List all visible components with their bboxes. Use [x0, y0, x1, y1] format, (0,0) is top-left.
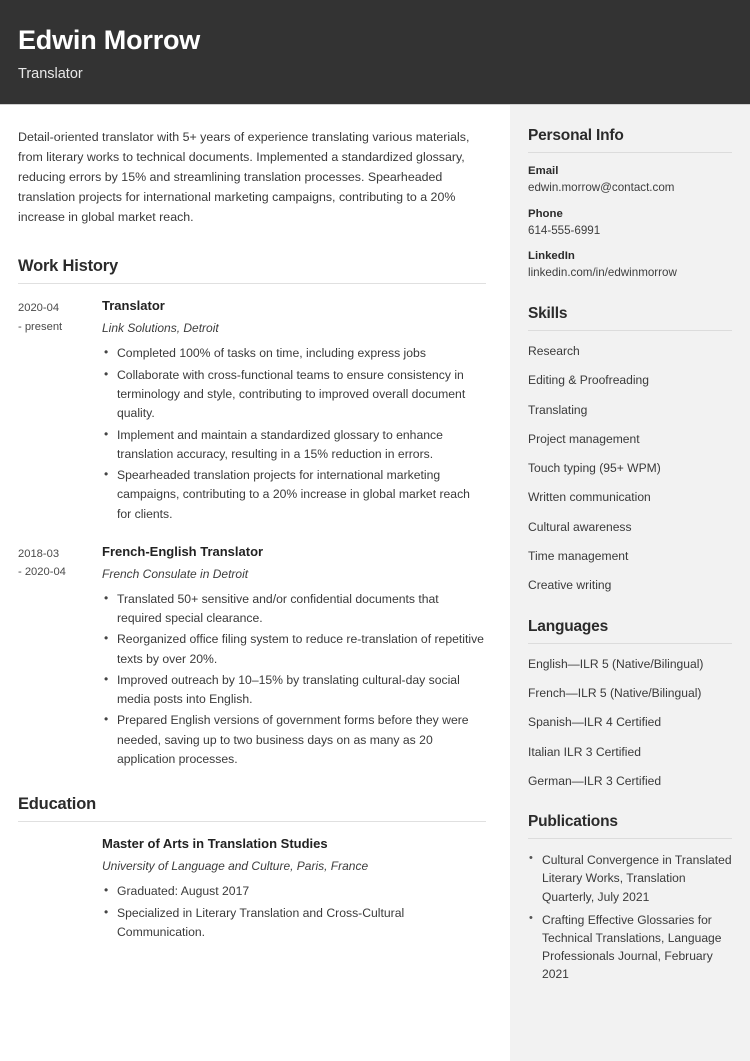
bullet-item: • Graduated: August 2017	[102, 882, 486, 901]
bullet-item: • Reorganized office filing system to reduce re-translation of repetitive texts by over 20%.	[102, 630, 486, 669]
language-item: Italian ILR 3 Certified	[528, 744, 641, 759]
bullet-item: • Translated 50+ sensitive and/or confidential documents that required special clearance.	[102, 590, 486, 629]
personal-info-item-email	[528, 165, 732, 196]
work-entry-body	[102, 544, 486, 771]
work-entry-bullets	[102, 344, 486, 523]
skill-item: Written communication	[528, 490, 651, 505]
work-entry-organization: Link Solutions, Detroit	[102, 321, 219, 336]
work-entry-dates	[18, 298, 102, 525]
candidate-name: Edwin Morrow	[18, 25, 201, 55]
education-entry	[18, 836, 486, 942]
skill-item: Cultural awareness	[528, 519, 632, 534]
main-column	[0, 105, 510, 1061]
work-entry-role: French-English Translator	[102, 543, 264, 559]
work-entry-date-end: - present	[18, 320, 63, 333]
language-item: Spanish—ILR 4 Certified	[528, 715, 662, 730]
work-entry-date-start: 2020-04	[18, 302, 60, 315]
info-label: Phone	[528, 207, 563, 220]
personal-info-item-linkedin	[528, 250, 732, 281]
section-heading-languages: Languages	[528, 618, 732, 644]
section-heading-education: Education	[18, 795, 486, 822]
skill-item: Creative writing	[528, 578, 612, 593]
work-entry-body	[102, 298, 486, 525]
publication-item: • Crafting Effective Glossaries for Technical Translations, Language Professionals Journal, February 2021	[528, 911, 732, 984]
professional-summary: Detail-oriented translator with 5+ years of experience translating various materials, from literary works to technical documents. Implemented a standardized glossary, reducing errors by 15% and streamlining translation processes. Spearheaded translation projects for international marketing campaigns, contributing to a 20% increase in global market reach.	[18, 130, 470, 225]
work-entry-organization: French Consulate in Detroit	[102, 566, 249, 581]
language-item: German—ILR 3 Certified	[528, 773, 662, 788]
work-entry-date-end: - 2020-04	[18, 566, 66, 578]
phone-value[interactable]: 614-555-6991	[528, 223, 601, 237]
email-value[interactable]: edwin.morrow@contact.com	[528, 181, 675, 194]
skill-item: Editing & Proofreading	[528, 373, 650, 388]
candidate-job-title: Translator	[18, 65, 83, 82]
language-item: French—ILR 5 (Native/Bilingual)	[528, 686, 702, 701]
education-institution: University of Language and Culture, Paris, France	[102, 859, 369, 874]
language-item: English—ILR 5 (Native/Bilingual)	[528, 656, 704, 671]
skill-item: Touch typing (95+ WPM)	[528, 461, 661, 476]
info-label: LinkedIn	[528, 250, 575, 263]
personal-info-list	[528, 165, 732, 281]
section-heading-publications: Publications	[528, 813, 732, 839]
work-history-list	[18, 298, 486, 771]
bullet-item: • Prepared English versions of government forms before they were needed, saving up to two business days on as many as 20 application processes.	[102, 711, 486, 769]
education-bullets	[102, 882, 486, 942]
bullet-item: • Collaborate with cross-functional teams to ensure consistency in terminology and style, contributing to improved overall document quality.	[102, 366, 486, 424]
work-entry	[18, 298, 486, 525]
linkedin-value[interactable]: linkedin.com/in/edwinmorrow	[528, 266, 677, 280]
work-entry-date-start: 2018-03	[18, 547, 60, 560]
bullet-item: • Improved outreach by 10–15% by translating cultural-day social media posts into English.	[102, 671, 486, 710]
bullet-item: • Spearheaded translation projects for international marketing campaigns, contributing to a 20% increase in global market reach for clients.	[102, 466, 486, 524]
publications-list	[528, 851, 732, 983]
skill-item: Research	[528, 343, 580, 358]
bullet-item: • Completed 100% of tasks on time, including express jobs	[102, 344, 486, 363]
personal-info-item-phone	[528, 208, 732, 239]
publication-item: • Cultural Convergence in Translated Literary Works, Translation Quarterly, July 2021	[528, 851, 732, 905]
skill-item: Translating	[528, 402, 588, 417]
section-heading-work-history: Work History	[18, 257, 486, 284]
work-entry	[18, 544, 486, 771]
skill-item: Project management	[528, 431, 640, 446]
resume-body	[0, 105, 750, 1061]
work-entry-bullets	[102, 590, 486, 769]
section-heading-skills: Skills	[528, 305, 732, 331]
work-entry-role: Translator	[102, 298, 165, 314]
resume-header	[0, 0, 750, 105]
skill-item: Time management	[528, 549, 629, 564]
bullet-item: • Implement and maintain a standardized glossary to enhance translation accuracy, resulting in a 15% reduction in errors.	[102, 426, 486, 465]
skills-list	[528, 343, 732, 594]
sidebar-column	[510, 105, 750, 1061]
bullet-item: • Specialized in Literary Translation and Cross-Cultural Communication.	[102, 904, 486, 943]
languages-list	[528, 656, 732, 790]
education-degree: Master of Arts in Translation Studies	[102, 836, 328, 852]
info-label: Email	[528, 165, 559, 177]
work-entry-dates	[18, 544, 102, 771]
section-heading-personal-info: Personal Info	[528, 127, 732, 153]
